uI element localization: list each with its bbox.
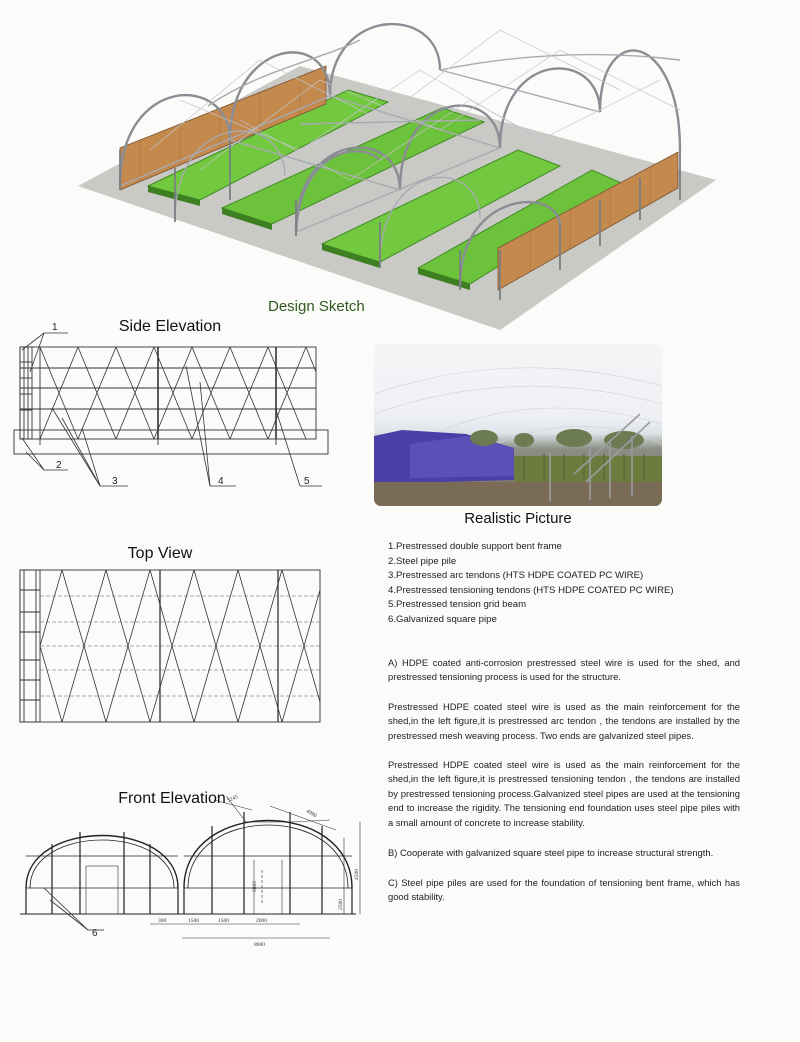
design-sketch-caption: Design Sketch [268,298,365,315]
front-elevation-title: Front Elevation [118,790,226,807]
dim-4500: 4500 [354,869,360,880]
realistic-photo-svg [374,344,662,506]
front-elevation-svg [0,0,400,1000]
description-paragraph: Prestressed HDPE coated steel wire is used as the main reinforcement for the shed,in the left figure,it is prestressed tensioning tendon , the tendons are installed by prestressed tensioning process.Galvanized steel pipes are used at the tensioning end to increase the rigidity. The tensioning end foundation uses steel pipe piles with a small amount of concrete to increase stability. [388,759,740,828]
dim-2500: 2500 [338,899,344,910]
legend-item: 6.Galvanized square pipe [388,613,497,625]
realistic-photo [374,344,662,506]
side-elevation-title: Side Elevation [118,318,222,335]
description-paragraph: A) HDPE coated anti-corrosion prestressed steel wire is used for the shed, and prestressed tensioning process is used for the structure. [388,657,740,683]
description-paragraph: Prestressed HDPE coated steel wire is used as the main reinforcement for the shed,in the left figure,it is prestressed arc tendon , the tendons are installed by the prestressed mesh weaving process. Two ends are galvanized steel pipes. [388,701,740,741]
dim-8000: 8000 [254,942,265,948]
callout-5: 5 [304,476,310,487]
component-legend [388,540,748,628]
legend-item: 1.Prestressed double support bent frame [388,541,562,552]
realistic-picture-caption: Realistic Picture [464,510,572,527]
callout-2: 2 [56,460,62,471]
callout-1: 1 [52,322,58,333]
legend-item: 3.Prestressed arc tendons (HTS HDPE COATED PC WIRE) [388,570,644,582]
dim-5245: 5245 [226,794,239,804]
front-elevation-drawing [0,0,400,1000]
callout-6: 6 [92,928,98,939]
dim-4990: 4990 [305,808,318,820]
callout-4: 4 [218,476,224,487]
dim-300: 300 [158,918,167,924]
dim-2000: 2000 [256,918,267,924]
description-paragraph: B) Cooperate with galvanized square steel pipe to increase structural strength. [388,847,714,858]
top-view-title: Top View [127,545,193,562]
legend-item: 5.Prestressed tension grid beam [388,599,527,611]
callout-3: 3 [112,476,118,487]
dim-2865: 2865 [252,881,258,892]
description-paragraph: C) Steel pipe piles are used for the foundation of tensioning bent frame, which has good stability. [388,877,740,903]
legend-item: 2.Steel pipe pile [388,555,457,567]
legend-item: 4.Prestressed tensioning tendons (HTS HDPE COATED PC WIRE) [388,584,674,596]
dim-1500-a: 1500 [188,918,199,924]
dim-1500-b: 1500 [218,918,229,924]
